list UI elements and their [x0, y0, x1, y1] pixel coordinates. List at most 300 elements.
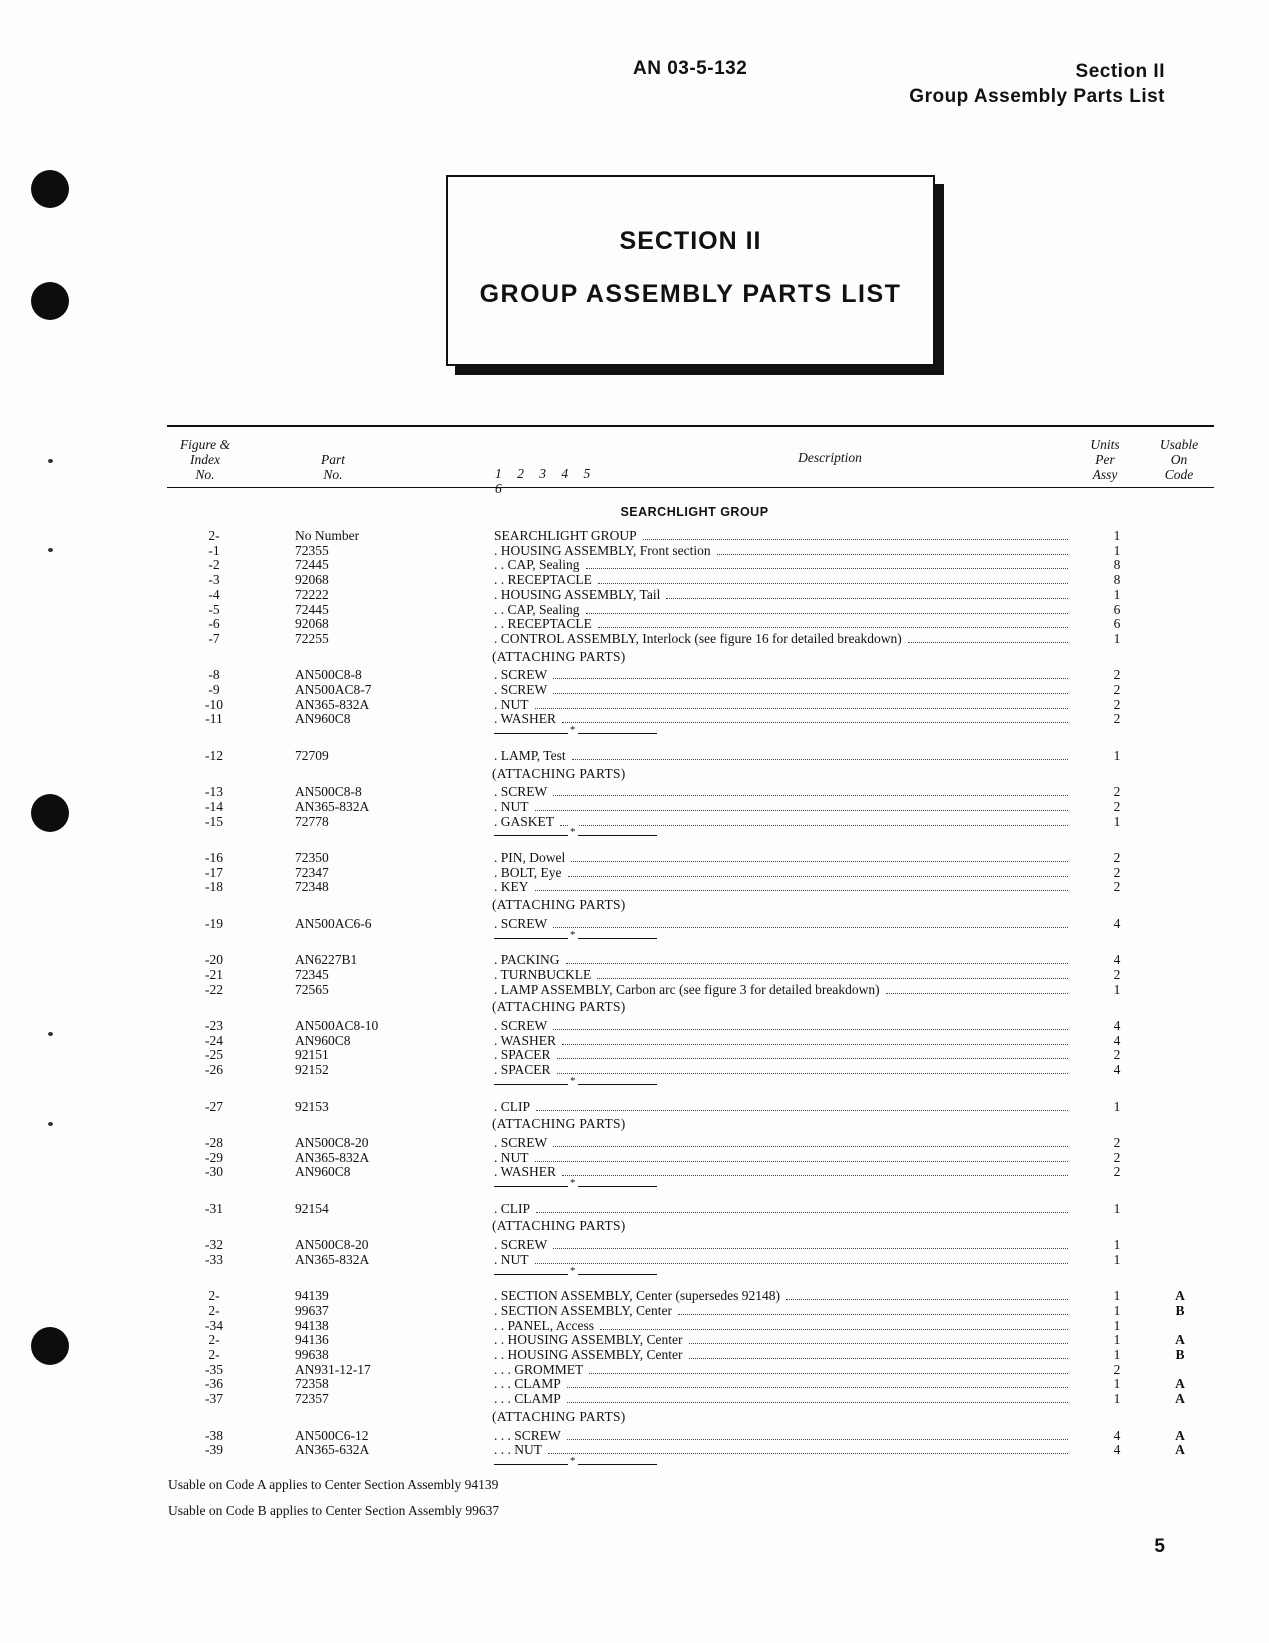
description-cell — [494, 1047, 1074, 1062]
units-per-assy-cell: 1 — [1113, 747, 1121, 763]
col-header-units-per-assy: Units Per Assy — [1090, 437, 1120, 482]
attaching-parts-heading — [0, 1409, 1269, 1424]
figure-index-cell: -13 — [205, 784, 223, 800]
parts-list-row — [0, 799, 1269, 814]
page-speck — [48, 459, 53, 463]
units-per-assy-cell: 1 — [1113, 630, 1121, 646]
part-number-cell: 92068 — [295, 572, 329, 588]
part-number-cell: AN365-832A — [295, 798, 370, 814]
units-per-assy-cell: 1 — [1113, 1391, 1121, 1407]
parts-list-row — [0, 572, 1269, 587]
description-cell — [494, 784, 1074, 799]
figure-index-cell: 2- — [208, 1332, 220, 1348]
description-cell — [494, 1201, 1074, 1216]
units-per-assy-cell: 2 — [1113, 667, 1121, 683]
description-text: . NUT — [494, 1149, 529, 1165]
figure-index-cell: 2- — [208, 1347, 220, 1362]
parts-list-row — [0, 1376, 1269, 1391]
attaching-parts-heading — [0, 1116, 1269, 1131]
figure-index-cell: -25 — [205, 1047, 223, 1063]
units-per-assy-cell: 2 — [1113, 696, 1121, 712]
footnote-code-b: Usable on Code B applies to Center Section Assembly 99637 — [168, 1503, 500, 1518]
figure-index-cell: 2- — [208, 1288, 220, 1304]
part-number-cell: 72778 — [295, 813, 329, 829]
part-number-cell: AN931-12-17 — [295, 1361, 371, 1377]
parts-list-row — [0, 748, 1269, 763]
description-text: . . HOUSING ASSEMBLY, Center — [494, 1347, 683, 1362]
description-text: . . . CLAMP — [494, 1376, 561, 1392]
attaching-parts-heading — [0, 1218, 1269, 1233]
units-per-assy-cell: 1 — [1113, 813, 1121, 829]
dot-leader — [562, 1175, 1068, 1176]
figure-index-cell: -8 — [208, 667, 220, 683]
figure-index-cell: -17 — [205, 864, 223, 880]
figure-index-cell: -28 — [205, 1134, 223, 1150]
parts-list-row — [0, 850, 1269, 865]
parts-list-row — [0, 967, 1269, 982]
separator-asterisk: * — [570, 826, 576, 839]
dot-leader — [557, 1073, 1068, 1074]
description-text: . CONTROL ASSEMBLY, Interlock (see figure 16 for detailed breakdown) — [494, 630, 902, 646]
usable-code-cell: A — [1175, 1442, 1185, 1458]
parts-list-row — [0, 1033, 1269, 1048]
attaching-parts-end-separator — [0, 1456, 1269, 1471]
figure-index-cell: 2- — [208, 528, 220, 543]
description-cell — [494, 799, 1074, 814]
description-text: . SCREW — [494, 915, 548, 931]
figure-index-cell: -21 — [205, 966, 223, 982]
attaching-parts-label: (ATTACHING PARTS) — [492, 999, 626, 1015]
part-number-cell: 72347 — [295, 864, 329, 880]
figure-index-cell: -39 — [205, 1442, 223, 1458]
description-text: . TURNBUCKLE — [494, 966, 592, 982]
figure-index-cell: -5 — [208, 601, 220, 617]
description-text: . . RECEPTACLE — [494, 616, 592, 632]
units-per-assy-cell: 1 — [1113, 1302, 1121, 1318]
dot-leader — [553, 1248, 1068, 1249]
units-per-assy-cell: 4 — [1113, 1427, 1121, 1443]
separator-asterisk: * — [570, 1074, 576, 1087]
part-number-cell: AN500AC6-6 — [295, 915, 372, 931]
units-per-assy-cell: 2 — [1113, 784, 1121, 800]
page-number: 5 — [1154, 1536, 1165, 1557]
description-cell — [494, 1362, 1074, 1377]
units-per-assy-cell: 2 — [1113, 1134, 1121, 1150]
parts-list-row — [0, 602, 1269, 617]
parts-list-row — [0, 1303, 1269, 1318]
units-per-assy-cell: 2 — [1113, 682, 1121, 697]
units-per-assy-cell: 1 — [1113, 1200, 1121, 1216]
description-text: . SECTION ASSEMBLY, Center — [494, 1302, 673, 1318]
description-text: . LAMP ASSEMBLY, Carbon arc (see figure 3 for detailed breakdown) — [494, 981, 880, 997]
parts-list-row — [0, 1018, 1269, 1033]
part-number-cell: AN960C8 — [295, 1164, 351, 1180]
units-per-assy-cell: 1 — [1113, 1251, 1121, 1267]
part-number-cell: AN500C8-8 — [295, 667, 362, 683]
dot-leader — [557, 1058, 1068, 1059]
section-subtitle: Group Assembly Parts List — [909, 86, 1165, 107]
description-text: . WASHER — [494, 711, 557, 727]
dot-leader — [535, 810, 1069, 811]
part-number-cell: 72348 — [295, 879, 329, 895]
figure-index-cell: -19 — [205, 915, 223, 931]
description-cell — [494, 1033, 1074, 1048]
description-text: . CLIP — [494, 1098, 531, 1114]
running-header — [909, 59, 1165, 109]
parts-list-row — [0, 1047, 1269, 1062]
figure-index-cell: -34 — [205, 1317, 223, 1333]
col-header-part-no: Part No. — [320, 452, 345, 482]
description-text: . SPACER — [494, 1047, 551, 1063]
description-text: . . . GROMMET — [494, 1361, 584, 1377]
description-text: . NUT — [494, 696, 529, 712]
description-text: . . HOUSING ASSEMBLY, Center — [494, 1332, 683, 1348]
description-cell — [494, 1332, 1074, 1347]
figure-index-cell: -7 — [208, 630, 220, 646]
table-header-rule — [167, 487, 1214, 488]
units-per-assy-cell: 1 — [1113, 1317, 1121, 1333]
separator-asterisk: * — [570, 1454, 576, 1467]
part-number-cell: 72565 — [295, 981, 329, 997]
parts-list-row — [0, 952, 1269, 967]
units-per-assy-cell: 1 — [1113, 1237, 1121, 1253]
parts-list-row — [0, 1332, 1269, 1347]
attaching-parts-label: (ATTACHING PARTS) — [492, 1408, 626, 1424]
description-text: . PACKING — [494, 952, 560, 968]
units-per-assy-cell: 1 — [1113, 1098, 1121, 1114]
description-cell — [494, 572, 1074, 587]
figure-index-cell: -26 — [205, 1062, 223, 1078]
part-number-cell: 72358 — [295, 1376, 329, 1392]
attaching-parts-end-separator — [0, 930, 1269, 945]
dot-leader — [553, 678, 1068, 679]
parts-list-row — [0, 1135, 1269, 1150]
description-text: . SCREW — [494, 682, 548, 697]
attaching-parts-end-separator — [0, 1178, 1269, 1193]
units-per-assy-cell: 1 — [1113, 586, 1121, 602]
attaching-parts-label: (ATTACHING PARTS) — [492, 1116, 626, 1132]
parts-list-row — [0, 667, 1269, 682]
units-per-assy-cell: 1 — [1113, 1288, 1121, 1304]
dot-leader — [643, 539, 1068, 540]
part-number-cell: 94138 — [295, 1317, 329, 1333]
part-number-cell: 72357 — [295, 1391, 329, 1407]
parts-list-row — [0, 1201, 1269, 1216]
part-number-cell: 92153 — [295, 1098, 329, 1114]
figure-index-cell: -37 — [205, 1391, 223, 1407]
part-number-cell: 92068 — [295, 616, 329, 632]
description-cell — [494, 616, 1074, 631]
units-per-assy-cell: 8 — [1113, 572, 1121, 588]
dot-leader — [553, 795, 1068, 796]
dot-leader — [536, 1110, 1068, 1111]
units-per-assy-cell: 4 — [1113, 1032, 1121, 1048]
description-text: . . RECEPTACLE — [494, 572, 592, 588]
parts-list-row — [0, 1150, 1269, 1165]
parts-list-row — [0, 631, 1269, 646]
description-cell — [494, 667, 1074, 682]
units-per-assy-cell: 6 — [1113, 601, 1121, 617]
part-number-cell: No Number — [295, 528, 360, 543]
dot-leader — [886, 993, 1068, 994]
part-number-cell: AN500C8-20 — [295, 1237, 369, 1253]
figure-index-cell: -36 — [205, 1376, 223, 1392]
figure-index-cell: -14 — [205, 798, 223, 814]
part-number-cell: AN365-632A — [295, 1442, 370, 1458]
dot-leader — [567, 1387, 1068, 1388]
description-text: . NUT — [494, 1251, 529, 1267]
attaching-parts-heading — [0, 649, 1269, 664]
figure-index-cell: -12 — [205, 747, 223, 763]
parts-list-row — [0, 587, 1269, 602]
description-cell — [494, 557, 1074, 572]
document-id: AN 03-5-132 — [633, 58, 748, 79]
description-text: . SCREW — [494, 784, 548, 800]
part-number-cell: 72445 — [295, 557, 329, 573]
description-cell — [494, 1099, 1074, 1114]
figure-index-cell: -15 — [205, 813, 223, 829]
description-text: . . . CLAMP — [494, 1391, 561, 1407]
figure-index-cell: -18 — [205, 879, 223, 895]
dot-leader — [562, 722, 1068, 723]
dot-leader — [666, 598, 1068, 599]
description-text: . . . SCREW — [494, 1427, 561, 1443]
figure-index-cell: -1 — [208, 542, 220, 558]
parts-list-row — [0, 1099, 1269, 1114]
figure-index-cell: -33 — [205, 1251, 223, 1267]
figure-index-cell: -23 — [205, 1018, 223, 1033]
figure-index-cell: -16 — [205, 850, 223, 865]
usable-code-cell: A — [1175, 1391, 1185, 1407]
parts-list-row — [0, 543, 1269, 558]
col-header-figure-index: Figure & Index No. — [179, 437, 231, 482]
usable-code-cell: A — [1175, 1427, 1185, 1443]
description-cell — [494, 1237, 1074, 1252]
description-text: . WASHER — [494, 1032, 557, 1048]
units-per-assy-cell: 4 — [1113, 1442, 1121, 1458]
units-per-assy-cell: 4 — [1113, 1018, 1121, 1033]
description-cell — [494, 1391, 1074, 1406]
description-text: . WASHER — [494, 1164, 557, 1180]
units-per-assy-cell: 2 — [1113, 711, 1121, 727]
dot-leader — [600, 1329, 1068, 1330]
section-heading: GROUP ASSEMBLY PARTS LIST — [479, 280, 902, 308]
dot-leader — [572, 759, 1068, 760]
dot-leader — [717, 554, 1068, 555]
part-number-cell: 72345 — [295, 966, 329, 982]
parts-list-row — [0, 1428, 1269, 1443]
description-cell — [494, 682, 1074, 697]
col-header-description: Description — [798, 450, 862, 465]
description-cell — [494, 1150, 1074, 1165]
units-per-assy-cell: 1 — [1113, 1376, 1121, 1392]
description-cell — [494, 1018, 1074, 1033]
figure-index-cell: -30 — [205, 1164, 223, 1180]
description-cell — [494, 1288, 1074, 1303]
figure-index-cell: -2 — [208, 557, 220, 573]
attaching-parts-heading — [0, 999, 1269, 1014]
part-number-cell: AN960C8 — [295, 1032, 351, 1048]
dot-leader — [535, 708, 1069, 709]
attaching-parts-end-separator — [0, 1076, 1269, 1091]
dot-leader — [553, 693, 1068, 694]
description-cell — [494, 528, 1074, 543]
figure-index-cell: -38 — [205, 1427, 223, 1443]
figure-index-cell: -32 — [205, 1237, 223, 1253]
description-text: . NUT — [494, 798, 529, 814]
dot-leader — [689, 1358, 1068, 1359]
description-cell — [494, 748, 1074, 763]
usable-code-cell: A — [1175, 1332, 1185, 1348]
col-header-usable-on-code: Usable On Code — [1159, 437, 1199, 482]
dot-leader — [553, 1146, 1068, 1147]
figure-index-cell: -4 — [208, 586, 220, 602]
dot-leader — [560, 825, 1068, 826]
parts-list-row — [0, 879, 1269, 894]
part-number-cell: 72255 — [295, 630, 329, 646]
part-number-cell: 72709 — [295, 747, 329, 763]
parts-list-row — [0, 616, 1269, 631]
dot-leader — [571, 861, 1068, 862]
parts-list-row — [0, 682, 1269, 697]
units-per-assy-cell: 1 — [1113, 542, 1121, 558]
description-text: . HOUSING ASSEMBLY, Front section — [494, 542, 711, 558]
attaching-parts-label: (ATTACHING PARTS) — [492, 648, 626, 664]
dot-leader — [553, 1029, 1068, 1030]
dot-leader — [553, 927, 1068, 928]
part-number-cell: AN365-832A — [295, 1149, 370, 1165]
figure-index-cell: -6 — [208, 616, 220, 632]
figure-index-cell: -35 — [205, 1361, 223, 1377]
dot-leader — [586, 568, 1068, 569]
dot-leader — [566, 963, 1068, 964]
figure-index-cell: -11 — [205, 711, 223, 727]
dot-leader — [535, 1263, 1069, 1264]
dot-leader — [598, 583, 1068, 584]
units-per-assy-cell: 1 — [1113, 1347, 1121, 1362]
binder-hole — [31, 170, 69, 208]
description-text: . GASKET — [494, 813, 554, 829]
table-top-rule — [167, 425, 1214, 427]
attaching-parts-label: (ATTACHING PARTS) — [492, 1218, 626, 1234]
description-cell — [494, 587, 1074, 602]
units-per-assy-cell: 2 — [1113, 1164, 1121, 1180]
attaching-parts-end-separator — [0, 725, 1269, 740]
description-text: . SCREW — [494, 1134, 548, 1150]
figure-index-cell: 2- — [208, 1302, 220, 1318]
description-cell — [494, 879, 1074, 894]
footnote-code-a: Usable on Code A applies to Center Section Assembly 94139 — [168, 1477, 499, 1492]
separator-asterisk: * — [570, 1177, 576, 1189]
attaching-parts-end-separator — [0, 1266, 1269, 1281]
dot-leader — [597, 978, 1068, 979]
part-number-cell: 92154 — [295, 1200, 329, 1216]
description-text: . HOUSING ASSEMBLY, Tail — [494, 586, 661, 602]
part-number-cell: AN500AC8-10 — [295, 1018, 379, 1033]
description-cell — [494, 952, 1074, 967]
parts-list-row — [0, 784, 1269, 799]
dot-leader — [567, 1402, 1068, 1403]
description-cell — [494, 865, 1074, 880]
description-text: . . CAP, Sealing — [494, 601, 580, 617]
usable-code-cell: A — [1175, 1376, 1185, 1392]
part-number-cell: 72445 — [295, 601, 329, 617]
separator-asterisk: * — [570, 724, 576, 737]
part-number-cell: AN500C8-8 — [295, 784, 362, 800]
dot-leader — [689, 1343, 1068, 1344]
part-number-cell: AN365-832A — [295, 696, 370, 712]
units-per-assy-cell: 4 — [1113, 952, 1121, 968]
section-title-box — [446, 175, 935, 366]
description-text: . BOLT, Eye — [494, 864, 562, 880]
description-text: . PIN, Dowel — [494, 850, 566, 865]
parts-list-row — [0, 697, 1269, 712]
usable-code-cell: A — [1175, 1288, 1185, 1304]
description-cell — [494, 1347, 1074, 1362]
units-per-assy-cell: 1 — [1113, 1332, 1121, 1348]
dot-leader — [548, 1453, 1068, 1454]
units-per-assy-cell: 2 — [1113, 850, 1121, 865]
parts-list-row — [0, 1391, 1269, 1406]
units-per-assy-cell: 1 — [1113, 528, 1121, 543]
units-per-assy-cell: 6 — [1113, 616, 1121, 632]
part-number-cell: AN365-832A — [295, 1251, 370, 1267]
units-per-assy-cell: 2 — [1113, 879, 1121, 895]
dot-leader — [562, 1044, 1068, 1045]
parts-list-row — [0, 528, 1269, 543]
part-number-cell: 72350 — [295, 850, 329, 865]
col-header-indent-levels: 1 2 3 4 5 6 — [495, 466, 597, 496]
binder-hole — [31, 282, 69, 320]
description-text: . . PANEL, Access — [494, 1317, 594, 1333]
description-text: . SPACER — [494, 1062, 551, 1078]
units-per-assy-cell: 2 — [1113, 1361, 1121, 1377]
attaching-parts-label: (ATTACHING PARTS) — [492, 897, 626, 913]
attaching-parts-label: (ATTACHING PARTS) — [492, 765, 626, 781]
dot-leader — [786, 1299, 1068, 1300]
description-text: SEARCHLIGHT GROUP — [494, 528, 637, 543]
part-number-cell: 94139 — [295, 1288, 329, 1304]
units-per-assy-cell: 1 — [1113, 981, 1121, 997]
description-text: . . CAP, Sealing — [494, 557, 580, 573]
description-cell — [494, 543, 1074, 558]
part-number-cell: AN500C8-20 — [295, 1134, 369, 1150]
description-text: . . . NUT — [494, 1442, 542, 1458]
figure-index-cell: -20 — [205, 952, 223, 968]
dot-leader — [678, 1314, 1068, 1315]
figure-index-cell: -27 — [205, 1098, 223, 1114]
units-per-assy-cell: 2 — [1113, 1047, 1121, 1063]
units-per-assy-cell: 4 — [1113, 1062, 1121, 1078]
parts-list-row — [0, 865, 1269, 880]
figure-index-cell: -24 — [205, 1032, 223, 1048]
part-number-cell: 72222 — [295, 586, 329, 602]
section-title: SECTION II — [619, 227, 762, 255]
figure-index-cell: -10 — [205, 696, 223, 712]
description-cell — [494, 1135, 1074, 1150]
part-number-cell: AN6227B1 — [295, 952, 358, 968]
part-number-cell: 72355 — [295, 542, 329, 558]
dot-leader — [568, 876, 1069, 877]
figure-index-cell: -3 — [208, 572, 220, 588]
description-cell — [494, 1376, 1074, 1391]
description-text: . CLIP — [494, 1200, 531, 1216]
description-text: . KEY — [494, 879, 529, 895]
part-number-cell: AN500AC8-7 — [295, 682, 372, 697]
separator-asterisk: * — [570, 1264, 576, 1277]
description-cell — [494, 1428, 1074, 1443]
description-cell — [494, 1318, 1074, 1333]
